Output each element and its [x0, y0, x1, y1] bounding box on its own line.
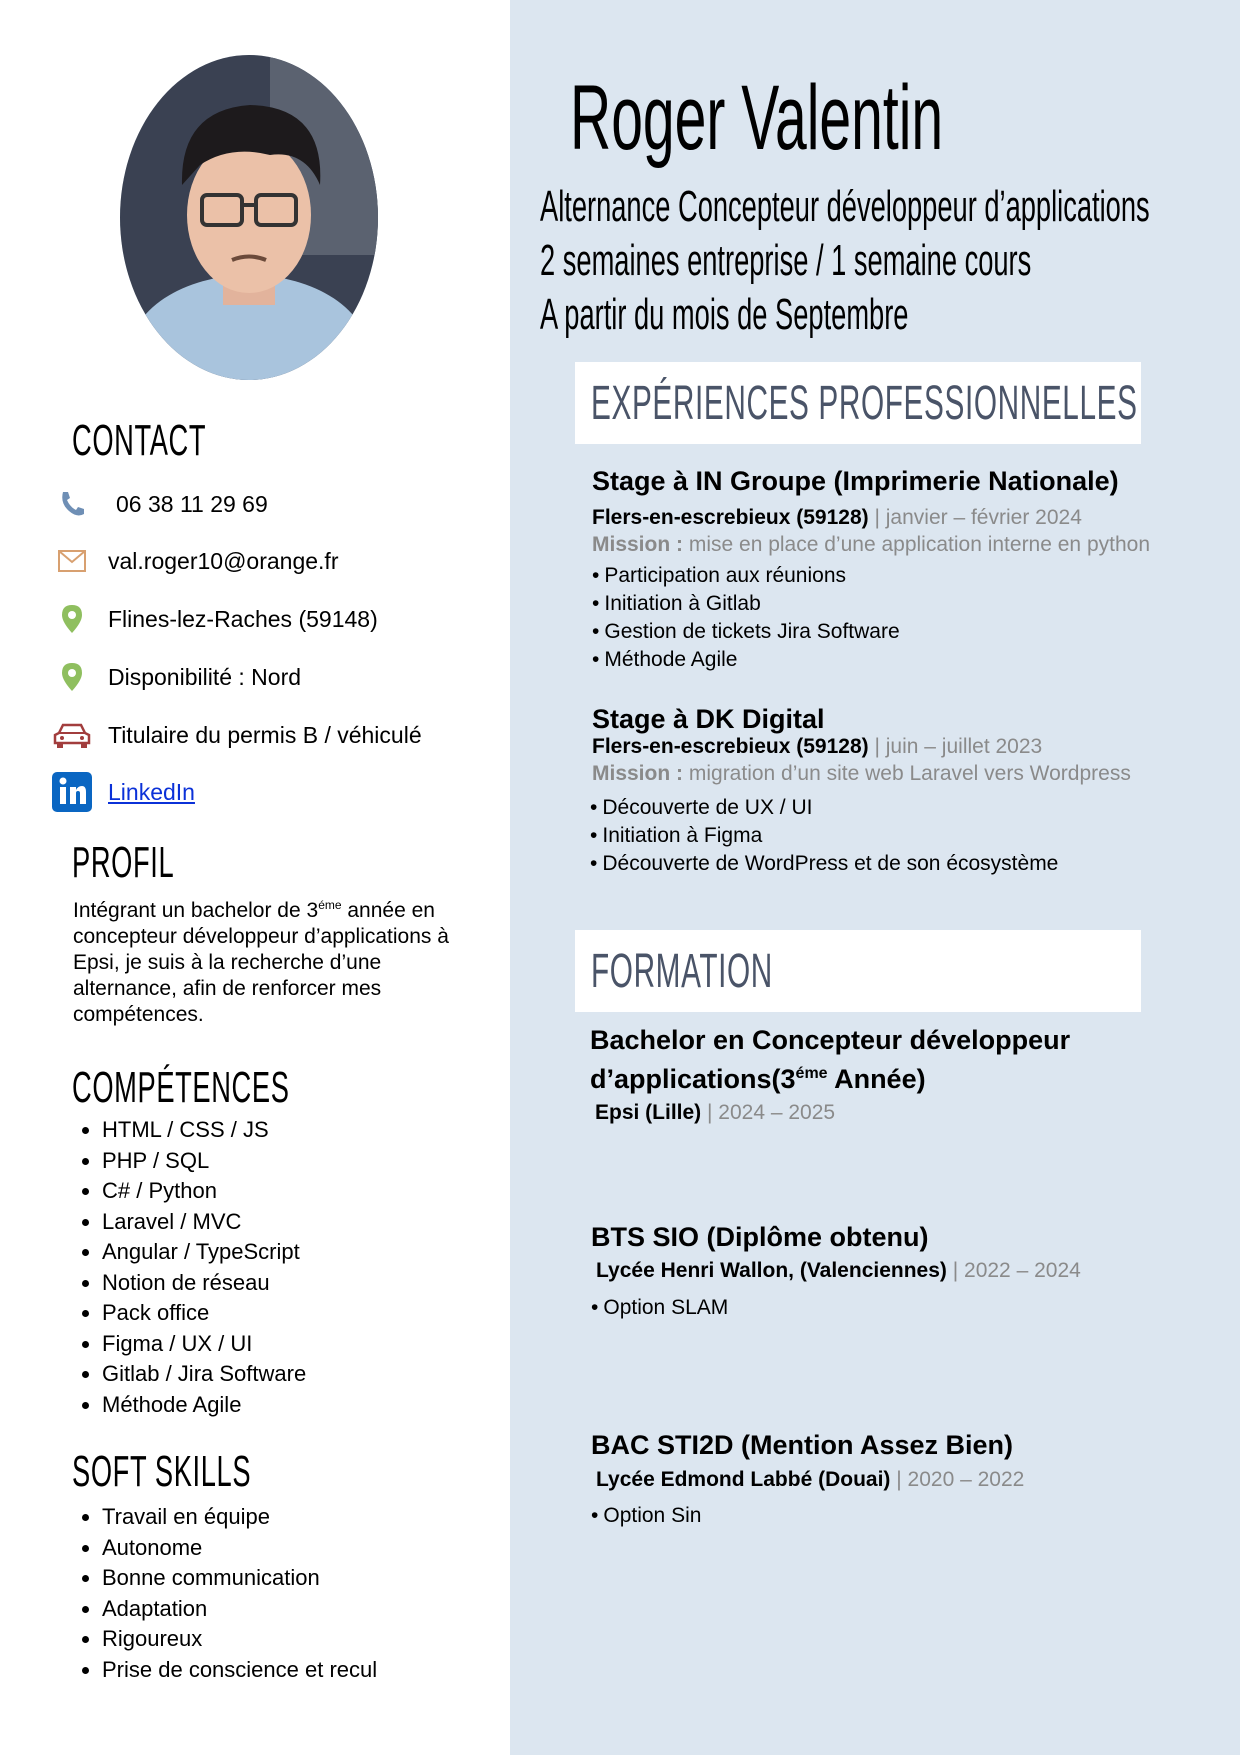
subtitle-line: Alternance Concepteur développeur d’applications: [540, 182, 1150, 231]
availability-text: Disponibilité : Nord: [108, 663, 302, 690]
formation-title: BTS SIO (Diplôme obtenu): [591, 1222, 929, 1252]
experiences-band: [575, 362, 1141, 444]
list-item: • Prise de conscience et recul: [102, 1655, 377, 1686]
list-item: • Laravel / MVC: [102, 1207, 306, 1238]
list-item: • Méthode Agile: [102, 1390, 306, 1421]
candidate-name: Roger Valentin: [570, 67, 944, 169]
formation-bullets: [591, 1294, 728, 1322]
formation-school: Lycée Henri Wallon, (Valenciennes) | 2022 – 2024: [596, 1259, 1081, 1282]
list-item: • C# / Python: [102, 1176, 306, 1207]
soft-skills-heading: SOFT SKILLS: [72, 1447, 252, 1496]
list-item: • Option SLAM: [591, 1294, 728, 1322]
list-item: • Initiation à Gitlab: [592, 590, 900, 618]
formation-title: BAC STI2D (Mention Assez Bien): [591, 1430, 1014, 1460]
list-item: • Gitlab / Jira Software: [102, 1359, 306, 1390]
contact-availability: [52, 657, 301, 697]
contact-location: [52, 599, 378, 639]
location-text: Flines-lez-Raches (59148): [108, 605, 378, 632]
soft-skills-list: [72, 1502, 377, 1685]
experience-mission: Mission : mise en place d’une application interne en python: [592, 533, 1150, 556]
formation-school: Lycée Edmond Labbé (Douai) | 2020 – 2022: [596, 1468, 1025, 1491]
contact-phone: [52, 484, 268, 524]
phone-number: 06 38 11 29 69: [116, 490, 268, 517]
linkedin-icon[interactable]: [52, 772, 92, 812]
experience-bullets: [590, 794, 1058, 878]
list-item: • Travail en équipe: [102, 1502, 377, 1533]
phone-icon: [52, 484, 92, 524]
competences-list: [72, 1115, 306, 1420]
subtitle-line: A partir du mois de Septembre: [540, 290, 909, 339]
list-item: • Rigoureux: [102, 1624, 377, 1655]
experience-meta: Flers-en-escrebieux (59128) | janvier – février 2024: [592, 506, 1082, 529]
list-item: • Notion de réseau: [102, 1268, 306, 1299]
experiences-heading: EXPÉRIENCES PROFESSIONNELLES: [591, 377, 1138, 430]
contact-email: [52, 541, 338, 581]
location-pin-icon: [52, 657, 92, 697]
formation-heading: FORMATION: [591, 945, 773, 998]
formation-bullets: [591, 1502, 701, 1530]
list-item: • Initiation à Figma: [590, 822, 1058, 850]
profil-text: Intégrant un bachelor de $3^{éme}$ année en concepteur développeur d’applications à Epsi, je suis à la recherche d’une alternance, afin de renforcer mes compétences.: [73, 898, 449, 1026]
competences-heading: COMPÉTENCES: [72, 1063, 290, 1112]
list-item: • Option Sin: [591, 1502, 701, 1530]
experience-bullets: [592, 562, 900, 674]
mail-icon: [52, 541, 92, 581]
formation-title: Bachelor en Concepteur développeur $d’applications(3^{éme}$ Année): [590, 1025, 1071, 1094]
experience-title: Stage à DK Digital: [592, 704, 825, 734]
contact-heading: CONTACT: [72, 416, 207, 465]
car-icon: [52, 715, 92, 755]
list-item: • Angular / TypeScript: [102, 1237, 306, 1268]
experience-meta: Flers-en-escrebieux (59128) | juin – juillet 2023: [592, 735, 1043, 758]
list-item: • Participation aux réunions: [592, 562, 900, 590]
formation-band: [575, 930, 1141, 1012]
profil-heading: PROFIL: [72, 838, 175, 887]
list-item: • Découverte de UX / UI: [590, 794, 1058, 822]
list-item: • Figma / UX / UI: [102, 1329, 306, 1360]
contact-linkedin[interactable]: [52, 772, 195, 812]
list-item: • Pack office: [102, 1298, 306, 1329]
subtitle-line: 2 semaines entreprise / 1 semaine cours: [540, 236, 1032, 285]
linkedin-link[interactable]: LinkedIn: [108, 778, 195, 805]
list-item: • HTML / CSS / JS: [102, 1115, 306, 1146]
list-item: • Autonome: [102, 1533, 377, 1564]
contact-license: [52, 715, 422, 755]
experience-title: Stage à IN Groupe (Imprimerie Nationale): [592, 466, 1119, 496]
list-item: • Découverte de WordPress et de son écosystème: [590, 850, 1058, 878]
experience-mission: Mission : migration d’un site web Laravel vers Wordpress: [592, 762, 1131, 785]
list-item: • Gestion de tickets Jira Software: [592, 618, 900, 646]
location-pin-icon: [52, 599, 92, 639]
email-address: val.roger10@orange.fr: [108, 547, 339, 574]
list-item: • PHP / SQL: [102, 1146, 306, 1177]
list-item: • Bonne communication: [102, 1563, 377, 1594]
list-item: • Adaptation: [102, 1594, 377, 1625]
profile-photo: [120, 55, 378, 380]
formation-school: Epsi (Lille) | 2024 – 2025: [595, 1101, 836, 1124]
list-item: • Méthode Agile: [592, 646, 900, 674]
license-text: Titulaire du permis B / véhiculé: [108, 721, 422, 748]
